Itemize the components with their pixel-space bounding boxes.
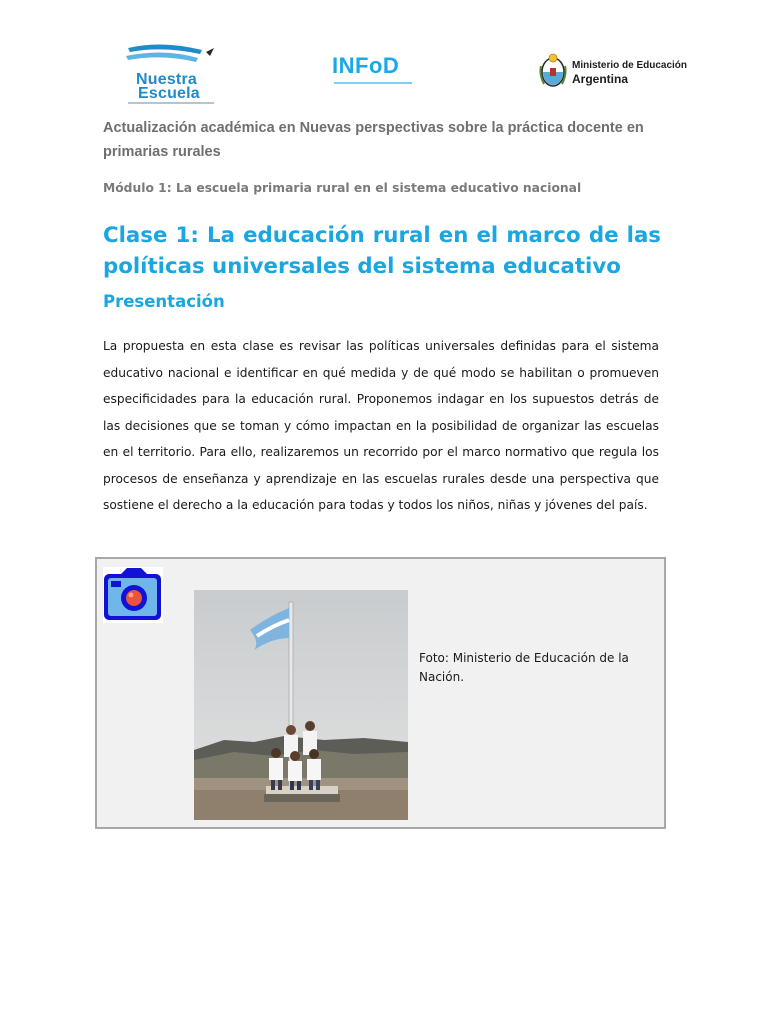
argentina-seal-icon	[538, 52, 568, 90]
photo-caption: Foto: Ministerio de Educación de la Nación.	[419, 651, 629, 684]
ministerio-logo	[538, 52, 688, 92]
school-photo	[194, 590, 408, 820]
ministerio-logo-line2: Argentina	[572, 72, 629, 86]
infod-logo-tagline	[334, 82, 412, 84]
nuestra-escuela-logo	[122, 42, 222, 104]
escuela-logo-tagline	[128, 102, 214, 104]
escuela-logo-line2: Escuela	[138, 85, 200, 102]
logo-bar	[0, 40, 768, 110]
infod-logo	[332, 54, 422, 90]
ministerio-logo-line1: Ministerio de Educación	[572, 60, 688, 71]
camera-icon	[103, 567, 163, 623]
presentation-paragraph: La propuesta en esta clase es revisar las políticas universales definidas para el sistema educativo nacional e identificar en qué medida y de qué modo se habilitan o promueven especificidades para la educación rural. Proponemos indagar en los supuestos detrás de las decisiones que se toman y cómo impactan en la posibilidad de organizar las escuelas en el territorio. Para ello, realizaremos un recorrido por el marco normativo que regula los procesos de enseñanza y aprendizaje en las escuelas rurales desde una perspectiva que sostiene el derecho a la educación para todas y todos los niños, niñas y jóvenes del país.	[103, 339, 659, 512]
section-heading: Presentación	[103, 292, 225, 311]
escuela-swoosh-icon	[122, 42, 222, 72]
photo-box	[95, 557, 666, 829]
escuela-logo-line1: Nuestra	[136, 71, 197, 88]
module-title: Módulo 1: La escuela primaria rural en el sistema educativo nacional	[103, 181, 582, 195]
infod-logo-text: INFoD	[332, 53, 400, 78]
class-title: Clase 1: La educación rural en el marco de las políticas universales del sistema educativo	[103, 223, 661, 279]
course-title: Actualización académica en Nuevas perspectivas sobre la práctica docente en primarias rurales	[103, 120, 644, 160]
